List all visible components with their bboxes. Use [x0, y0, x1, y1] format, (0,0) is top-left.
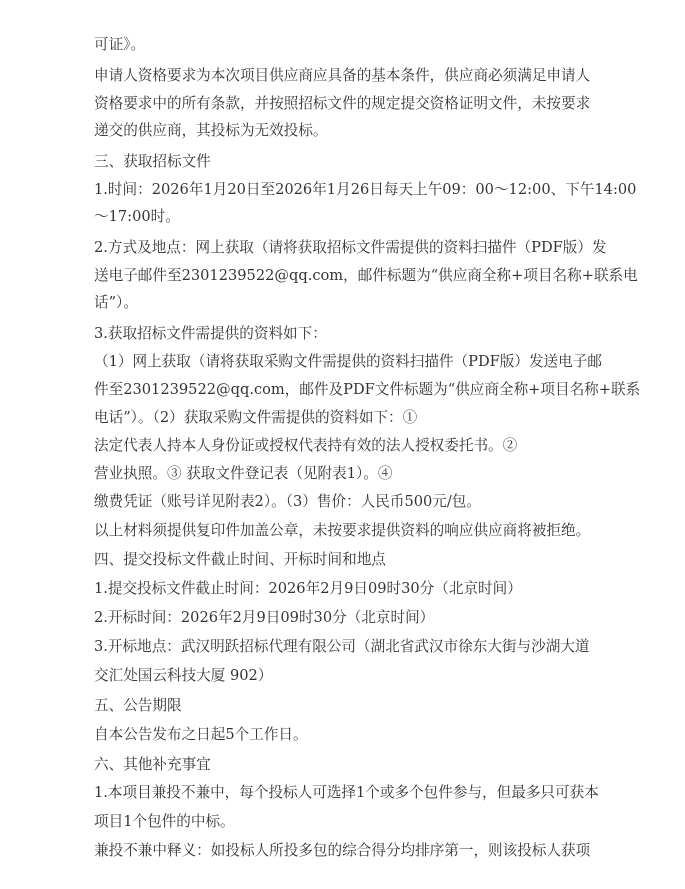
text-line-opening-time: 2.开标时间：2026年2月9日09时30分（北京时间）	[94, 609, 435, 626]
text-line-legal-rep: 法定代表人持本人身份证或授权代表持有效的法人授权委托书。②	[94, 437, 518, 454]
text-line-method-3: 话”）。	[94, 294, 138, 311]
text-line-qualification-1: 申请人资格要求为本次项目供应商应具备的基本条件，供应商必须满足申请人	[94, 67, 591, 84]
text-line-qualification-3: 递交的供应商，其投标为无效投标。	[94, 122, 328, 139]
text-line-other-3: 兼投不兼中释义：如投标人所投多包的综合得分均排序第一，则该投标人获项	[94, 842, 591, 859]
section-heading-announcement-period: 五、公告期限	[94, 697, 182, 714]
text-line-qualification-2: 资格要求中的所有条款，并按照招标文件的规定提交资格证明文件，未按要求	[94, 95, 591, 112]
text-line-deadline: 1.提交投标文件截止时间：2026年2月9日09时30分（北京时间）	[94, 580, 522, 597]
text-line-other-2: 项目1个包件的中标。	[94, 813, 235, 830]
text-line-continuation: 可证》。	[94, 36, 146, 53]
text-line-online-1: （1）网上获取（请将获取采购文件需提供的资料扫描件（PDF版）发送电子邮	[94, 353, 602, 370]
text-line-method-2: 送电子邮件至2301239522@qq.com，邮件标题为“供应商全称+项目名称+联系电	[94, 267, 638, 284]
text-line-opening-place-2: 交汇处国云科技大厦 902）	[94, 667, 273, 684]
text-line-copies-note: 以上材料须提供复印件加盖公章，未按要求提供资料的响应供应商将被拒绝。	[94, 522, 591, 539]
section-heading-other-matters: 六、其他补充事宜	[94, 756, 211, 773]
text-line-payment: 缴费凭证（账号详见附表2）。（3）售价：人民币500元/包。	[94, 493, 481, 510]
text-line-opening-place-1: 3.开标地点：武汉明跃招标代理有限公司（湖北省武汉市徐东大街与沙湖大道	[94, 638, 590, 655]
text-line-online-2: 件至2301239522@qq.com，邮件及PDF文件标题为“供应商全称+项目名称+联系	[94, 381, 641, 398]
text-line-method-1: 2.方式及地点：网上获取（请将获取招标文件需提供的资料扫描件（PDF版）发	[94, 239, 607, 256]
text-line-time-2: ～17:00时。	[94, 208, 180, 225]
text-line-period: 自本公告发布之日起5个工作日。	[94, 726, 308, 743]
section-heading-obtain-documents: 三、获取招标文件	[94, 153, 211, 170]
text-line-other-1: 1.本项目兼投不兼中，每个投标人可选择1个或多个包件参与，但最多只可获本	[94, 784, 599, 801]
section-heading-submission: 四、提交投标文件截止时间、开标时间和地点	[94, 551, 386, 568]
text-line-materials-heading: 3.获取招标文件需提供的资料如下：	[94, 325, 327, 342]
text-line-license: 营业执照。③ 获取文件登记表（见附表1）。④	[94, 465, 393, 482]
text-line-online-3: 电话”）。（2）获取采购文件需提供的资料如下：①	[94, 409, 418, 426]
text-line-time-1: 1.时间：2026年1月20日至2026年1月26日每天上午09：00～12:00、下午14:00	[94, 181, 637, 198]
